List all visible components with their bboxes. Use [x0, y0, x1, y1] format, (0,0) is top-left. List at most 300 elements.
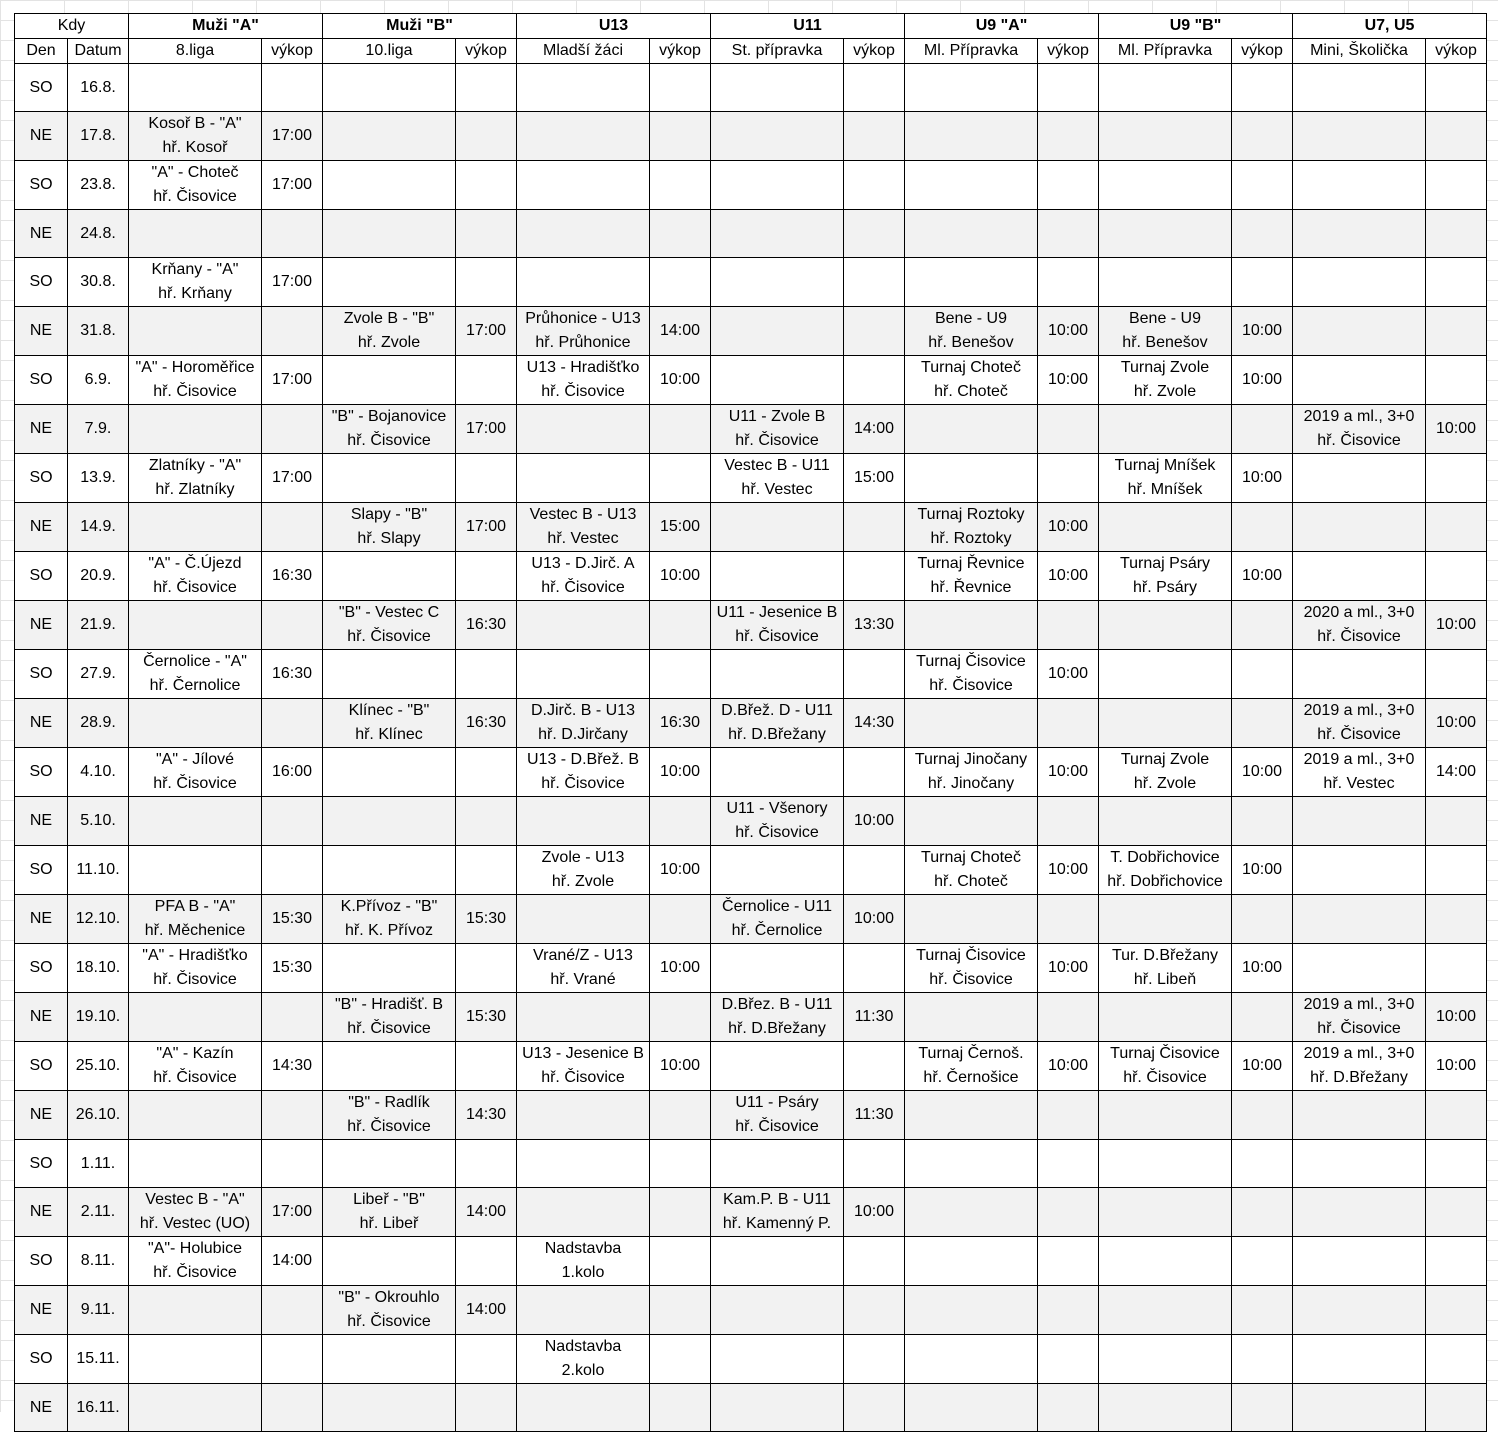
- kickoff-cell: [456, 258, 517, 307]
- kickoff-cell: 17:00: [456, 307, 517, 356]
- match-cell: [323, 405, 456, 454]
- date-cell: 17.8.: [68, 112, 129, 161]
- kickoff-cell: [1038, 1140, 1099, 1188]
- match-cell: [323, 1140, 456, 1188]
- kickoff-cell: [650, 993, 711, 1042]
- cell-line: hř. Krňany: [158, 285, 232, 302]
- cell-line: hř. Čisovice: [347, 1020, 431, 1037]
- cell-line: hř. Čisovice: [735, 628, 819, 645]
- kickoff-cell: [650, 64, 711, 112]
- match-cell: [1293, 1335, 1426, 1384]
- day-cell: SO: [15, 1140, 68, 1188]
- match-cell: [1099, 1188, 1232, 1237]
- sub-header-row: [15, 39, 1487, 64]
- cell-line: hř. Čisovice: [929, 677, 1013, 694]
- match-cell: [1099, 307, 1232, 356]
- kickoff-cell: [650, 797, 711, 846]
- match-cell: [905, 1286, 1038, 1335]
- cell-line: "A" - Jílové: [155, 751, 235, 768]
- kickoff-cell: [1426, 552, 1487, 601]
- kickoff-cell: [844, 1042, 905, 1091]
- match-cell: [129, 601, 262, 650]
- match-cell: [323, 699, 456, 748]
- match-cell: [517, 1091, 650, 1140]
- table-row: [15, 895, 1487, 944]
- kickoff-cell: [650, 650, 711, 699]
- kickoff-cell: [1426, 1188, 1487, 1237]
- day-cell: SO: [15, 846, 68, 895]
- kickoff-cell: [1426, 1140, 1487, 1188]
- match-cell: [1293, 1091, 1426, 1140]
- table-row: [15, 846, 1487, 895]
- match-cell: [129, 1384, 262, 1432]
- match-cell: [1099, 552, 1232, 601]
- kickoff-cell: 10:00: [1232, 307, 1293, 356]
- sub-header-ml-pripravka: Ml. Přípravka: [905, 39, 1038, 64]
- cell-line: hř. Čisovice: [1317, 628, 1401, 645]
- cell-line: Kam.P. B - U11: [723, 1191, 831, 1208]
- day-cell: SO: [15, 356, 68, 405]
- kickoff-cell: 16:30: [456, 601, 517, 650]
- cell-line: Černolice - U11: [722, 898, 832, 915]
- match-cell: [1293, 64, 1426, 112]
- match-cell: [1293, 846, 1426, 895]
- match-cell: [1293, 1140, 1426, 1188]
- cell-line: PFA B - "A": [154, 898, 236, 915]
- cell-line: hř. Čisovice: [1317, 1020, 1401, 1037]
- day-cell: NE: [15, 307, 68, 356]
- cell-line: hř. Libeň: [1133, 971, 1197, 988]
- kickoff-cell: [456, 797, 517, 846]
- match-cell: [323, 1286, 456, 1335]
- match-cell: [1099, 1091, 1232, 1140]
- cell-line: Vestec B - U11: [724, 457, 830, 474]
- match-cell: [711, 1286, 844, 1335]
- kickoff-cell: 14:30: [456, 1091, 517, 1140]
- match-cell: [711, 650, 844, 699]
- day-cell: NE: [15, 1384, 68, 1432]
- kickoff-cell: [1038, 1091, 1099, 1140]
- cell-line: U11 - Všenory: [726, 800, 828, 817]
- cell-line: K.Přívoz - "B": [340, 898, 438, 915]
- match-cell: [711, 161, 844, 210]
- kickoff-cell: [1426, 454, 1487, 503]
- table-row: [15, 1335, 1487, 1384]
- match-cell: [129, 356, 262, 405]
- group-header-u9-a: U9 "A": [905, 14, 1099, 39]
- cell-line: hř. Čisovice: [347, 1118, 431, 1135]
- date-cell: 15.11.: [68, 1335, 129, 1384]
- kickoff-cell: [456, 1384, 517, 1432]
- kickoff-cell: 10:00: [844, 895, 905, 944]
- match-cell: [1293, 307, 1426, 356]
- kickoff-cell: 10:00: [650, 748, 711, 797]
- kickoff-cell: [262, 1140, 323, 1188]
- kickoff-cell: [1232, 601, 1293, 650]
- sub-header-datum: Datum: [68, 39, 129, 64]
- match-cell: [905, 944, 1038, 993]
- day-cell: SO: [15, 944, 68, 993]
- match-cell: [129, 993, 262, 1042]
- sub-header-vykop: výkop: [1232, 39, 1293, 64]
- date-cell: 27.9.: [68, 650, 129, 699]
- match-cell: [1293, 454, 1426, 503]
- date-cell: 16.11.: [68, 1384, 129, 1432]
- cell-line: Turnaj Mníšek: [1114, 457, 1216, 474]
- match-cell: [905, 1188, 1038, 1237]
- kickoff-cell: 10:00: [1426, 1042, 1487, 1091]
- kickoff-cell: 10:00: [1426, 699, 1487, 748]
- cell-line: hř. Mníšek: [1127, 481, 1203, 498]
- kickoff-cell: 10:00: [1038, 1042, 1099, 1091]
- kickoff-cell: [1232, 797, 1293, 846]
- kickoff-cell: 11:30: [844, 1091, 905, 1140]
- match-cell: [711, 797, 844, 846]
- match-cell: [711, 895, 844, 944]
- cell-line: Zvole - U13: [541, 849, 625, 866]
- table-row: [15, 1091, 1487, 1140]
- match-cell: [711, 258, 844, 307]
- date-cell: 9.11.: [68, 1286, 129, 1335]
- sub-header-vykop: výkop: [262, 39, 323, 64]
- cell-line: hř. Čisovice: [541, 1069, 625, 1086]
- kickoff-cell: [650, 1384, 711, 1432]
- match-cell: [905, 895, 1038, 944]
- kickoff-cell: 14:30: [844, 699, 905, 748]
- kickoff-cell: [262, 699, 323, 748]
- kickoff-cell: 10:00: [844, 1188, 905, 1237]
- kickoff-cell: [1038, 797, 1099, 846]
- match-cell: [323, 944, 456, 993]
- cell-line: hř. Choteč: [934, 383, 1008, 400]
- match-cell: [129, 161, 262, 210]
- match-cell: [905, 1384, 1038, 1432]
- match-cell: [517, 307, 650, 356]
- cell-line: hř. Libeř: [359, 1215, 419, 1232]
- match-cell: [711, 993, 844, 1042]
- cell-line: Turnaj Čisovice: [916, 653, 1026, 670]
- sub-header-vykop: výkop: [844, 39, 905, 64]
- table-row: [15, 1237, 1487, 1286]
- match-cell: [517, 112, 650, 161]
- cell-line: hř. Čisovice: [1317, 432, 1401, 449]
- match-cell: [323, 1188, 456, 1237]
- kickoff-cell: [1426, 1237, 1487, 1286]
- kickoff-cell: [844, 1286, 905, 1335]
- table-row: [15, 797, 1487, 846]
- kickoff-cell: [262, 503, 323, 552]
- kickoff-cell: 16:30: [650, 699, 711, 748]
- match-cell: [129, 454, 262, 503]
- sub-header-mini-skolicka: Mini, Školička: [1293, 39, 1426, 64]
- cell-line: hř. Řevnice: [930, 579, 1012, 596]
- kickoff-cell: 10:00: [1232, 846, 1293, 895]
- cell-line: hř. Čisovice: [153, 188, 237, 205]
- cell-line: U13 - D.Břež. B: [526, 751, 640, 768]
- kickoff-cell: [1232, 1286, 1293, 1335]
- date-cell: 21.9.: [68, 601, 129, 650]
- day-cell: NE: [15, 210, 68, 258]
- kickoff-cell: [1232, 993, 1293, 1042]
- cell-line: hř. Slapy: [357, 530, 421, 547]
- match-cell: [905, 161, 1038, 210]
- kickoff-cell: 14:30: [262, 1042, 323, 1091]
- kickoff-cell: 10:00: [1232, 748, 1293, 797]
- table-row: [15, 1188, 1487, 1237]
- match-cell: [1099, 1237, 1232, 1286]
- date-cell: 31.8.: [68, 307, 129, 356]
- kickoff-cell: [456, 846, 517, 895]
- kickoff-cell: [1232, 64, 1293, 112]
- kickoff-cell: [456, 112, 517, 161]
- table-row: [15, 454, 1487, 503]
- match-cell: [323, 1091, 456, 1140]
- match-cell: [711, 552, 844, 601]
- cell-line: hř. Čisovice: [735, 1118, 819, 1135]
- kickoff-cell: [1038, 601, 1099, 650]
- cell-line: Turnaj Řevnice: [917, 555, 1025, 572]
- day-cell: SO: [15, 1237, 68, 1286]
- match-cell: [1293, 503, 1426, 552]
- date-cell: 16.8.: [68, 64, 129, 112]
- kickoff-cell: [844, 258, 905, 307]
- cell-line: hř. Čisovice: [347, 432, 431, 449]
- match-cell: [129, 846, 262, 895]
- date-cell: 20.9.: [68, 552, 129, 601]
- date-cell: 19.10.: [68, 993, 129, 1042]
- day-cell: SO: [15, 748, 68, 797]
- match-cell: [1099, 503, 1232, 552]
- day-cell: NE: [15, 895, 68, 944]
- match-cell: [323, 64, 456, 112]
- kickoff-cell: [650, 210, 711, 258]
- table-row: [15, 1384, 1487, 1432]
- match-cell: [129, 210, 262, 258]
- kickoff-cell: [650, 1237, 711, 1286]
- cell-line: hř. Čisovice: [1123, 1069, 1207, 1086]
- cell-line: U11 - Jesenice B: [716, 604, 838, 621]
- kickoff-cell: 17:00: [262, 356, 323, 405]
- kickoff-cell: [456, 454, 517, 503]
- match-cell: [1293, 944, 1426, 993]
- match-cell: [905, 993, 1038, 1042]
- match-cell: [711, 846, 844, 895]
- kickoff-cell: 17:00: [262, 1188, 323, 1237]
- match-cell: [129, 307, 262, 356]
- cell-line: D.Břež. D - U11: [721, 702, 833, 719]
- match-cell: [517, 1335, 650, 1384]
- match-cell: [517, 454, 650, 503]
- kickoff-cell: [456, 552, 517, 601]
- kickoff-cell: [1232, 1237, 1293, 1286]
- kickoff-cell: 17:00: [262, 454, 323, 503]
- kickoff-cell: [844, 846, 905, 895]
- cell-line: Klínec - "B": [348, 702, 430, 719]
- match-cell: [517, 1384, 650, 1432]
- date-cell: 5.10.: [68, 797, 129, 846]
- match-cell: [1099, 258, 1232, 307]
- kickoff-cell: 10:00: [1038, 748, 1099, 797]
- cell-line: Kosoř B - "A": [148, 115, 242, 132]
- group-header-row: [15, 14, 1487, 39]
- match-cell: [905, 552, 1038, 601]
- kickoff-cell: 17:00: [262, 112, 323, 161]
- cell-line: Tur. D.Břežany: [1111, 947, 1219, 964]
- kickoff-cell: [650, 1286, 711, 1335]
- kickoff-cell: 11:30: [844, 993, 905, 1042]
- match-cell: [517, 210, 650, 258]
- kickoff-cell: 10:00: [650, 846, 711, 895]
- day-cell: SO: [15, 454, 68, 503]
- table-row: [15, 1042, 1487, 1091]
- kickoff-cell: [650, 1335, 711, 1384]
- match-cell: [517, 895, 650, 944]
- match-cell: [517, 944, 650, 993]
- match-cell: [1099, 405, 1232, 454]
- cell-line: hř. Zlatníky: [155, 481, 235, 498]
- match-cell: [323, 210, 456, 258]
- match-cell: [517, 1042, 650, 1091]
- match-cell: [323, 1335, 456, 1384]
- cell-line: "B" - Radlík: [348, 1094, 430, 1111]
- cell-line: hř. D.Jirčany: [538, 726, 628, 743]
- kickoff-cell: [650, 1188, 711, 1237]
- schedule-body: [15, 14, 1487, 1432]
- match-cell: [711, 1384, 844, 1432]
- group-header-kdy: Kdy: [15, 14, 129, 39]
- cell-line: hř. Průhonice: [535, 334, 631, 351]
- kickoff-cell: [1038, 161, 1099, 210]
- table-row: [15, 1140, 1487, 1188]
- match-cell: [129, 1140, 262, 1188]
- kickoff-cell: [1232, 405, 1293, 454]
- match-cell: [323, 993, 456, 1042]
- kickoff-cell: [262, 1384, 323, 1432]
- match-cell: [1099, 1335, 1232, 1384]
- kickoff-cell: 15:30: [456, 993, 517, 1042]
- kickoff-cell: [1038, 112, 1099, 161]
- kickoff-cell: [1426, 846, 1487, 895]
- kickoff-cell: 10:00: [1426, 993, 1487, 1042]
- kickoff-cell: [1426, 356, 1487, 405]
- cell-line: 2.kolo: [561, 1362, 605, 1379]
- kickoff-cell: [1038, 210, 1099, 258]
- cell-line: U13 - Hradišťko: [526, 359, 640, 376]
- day-cell: NE: [15, 503, 68, 552]
- cell-line: hř. Čisovice: [153, 775, 237, 792]
- kickoff-cell: [844, 944, 905, 993]
- kickoff-cell: [262, 797, 323, 846]
- kickoff-cell: [1038, 895, 1099, 944]
- cell-line: Černolice - "A": [143, 653, 247, 670]
- match-cell: [711, 1091, 844, 1140]
- cell-line: Turnaj Roztoky: [917, 506, 1025, 523]
- day-cell: SO: [15, 258, 68, 307]
- kickoff-cell: [1038, 1286, 1099, 1335]
- day-cell: SO: [15, 64, 68, 112]
- cell-line: "A" - Č.Újezd: [148, 555, 242, 572]
- date-cell: 18.10.: [68, 944, 129, 993]
- date-cell: 24.8.: [68, 210, 129, 258]
- match-cell: [711, 503, 844, 552]
- cell-line: Turnaj Jinočany: [914, 751, 1028, 768]
- match-cell: [1293, 161, 1426, 210]
- kickoff-cell: [262, 1091, 323, 1140]
- match-cell: [905, 1140, 1038, 1188]
- date-cell: 26.10.: [68, 1091, 129, 1140]
- kickoff-cell: [1426, 161, 1487, 210]
- kickoff-cell: [1232, 210, 1293, 258]
- kickoff-cell: 10:00: [1038, 552, 1099, 601]
- day-cell: SO: [15, 552, 68, 601]
- kickoff-cell: 10:00: [1426, 405, 1487, 454]
- sub-header-mladsi-zaci: Mladší žáci: [517, 39, 650, 64]
- match-cell: [905, 1237, 1038, 1286]
- match-cell: [1293, 1237, 1426, 1286]
- cell-line: hř. Čisovice: [153, 1264, 237, 1281]
- cell-line: 2019 a ml., 3+0: [1303, 1045, 1415, 1062]
- match-cell: [1293, 797, 1426, 846]
- match-cell: [905, 1042, 1038, 1091]
- match-cell: [905, 601, 1038, 650]
- kickoff-cell: [456, 161, 517, 210]
- cell-line: Zvole B - "B": [343, 310, 435, 327]
- table-row: [15, 258, 1487, 307]
- sub-header-vykop: výkop: [1426, 39, 1487, 64]
- kickoff-cell: [1426, 64, 1487, 112]
- date-cell: 14.9.: [68, 503, 129, 552]
- match-cell: [129, 1286, 262, 1335]
- kickoff-cell: [262, 64, 323, 112]
- kickoff-cell: [262, 993, 323, 1042]
- match-cell: [1099, 846, 1232, 895]
- kickoff-cell: [1426, 797, 1487, 846]
- cell-line: hř. Čisovice: [929, 971, 1013, 988]
- match-cell: [517, 503, 650, 552]
- cell-line: hř. K. Přívoz: [344, 922, 434, 939]
- kickoff-cell: [1232, 650, 1293, 699]
- cell-line: hř. Černolice: [731, 922, 823, 939]
- match-cell: [129, 1091, 262, 1140]
- kickoff-cell: 10:00: [1232, 454, 1293, 503]
- kickoff-cell: 16:30: [262, 650, 323, 699]
- group-header-u7-u5: U7, U5: [1293, 14, 1487, 39]
- cell-line: hř. Čisovice: [735, 824, 819, 841]
- kickoff-cell: 14:00: [456, 1286, 517, 1335]
- kickoff-cell: [1426, 650, 1487, 699]
- kickoff-cell: [650, 161, 711, 210]
- kickoff-cell: [844, 1237, 905, 1286]
- cell-line: "A"- Holubice: [147, 1240, 243, 1257]
- match-cell: [129, 112, 262, 161]
- match-cell: [517, 258, 650, 307]
- sub-header-vykop: výkop: [1038, 39, 1099, 64]
- kickoff-cell: [262, 601, 323, 650]
- table-row: [15, 356, 1487, 405]
- kickoff-cell: 17:00: [262, 258, 323, 307]
- cell-line: hř. D.Břežany: [728, 726, 826, 743]
- match-cell: [905, 846, 1038, 895]
- cell-line: hř. Čisovice: [541, 383, 625, 400]
- kickoff-cell: 15:30: [262, 895, 323, 944]
- kickoff-cell: [650, 405, 711, 454]
- cell-line: 2019 a ml., 3+0: [1303, 702, 1415, 719]
- match-cell: [323, 846, 456, 895]
- kickoff-cell: [1232, 1188, 1293, 1237]
- cell-line: D.Jirč. B - U13: [530, 702, 635, 719]
- kickoff-cell: [1232, 1335, 1293, 1384]
- cell-line: Krňany - "A": [151, 261, 239, 278]
